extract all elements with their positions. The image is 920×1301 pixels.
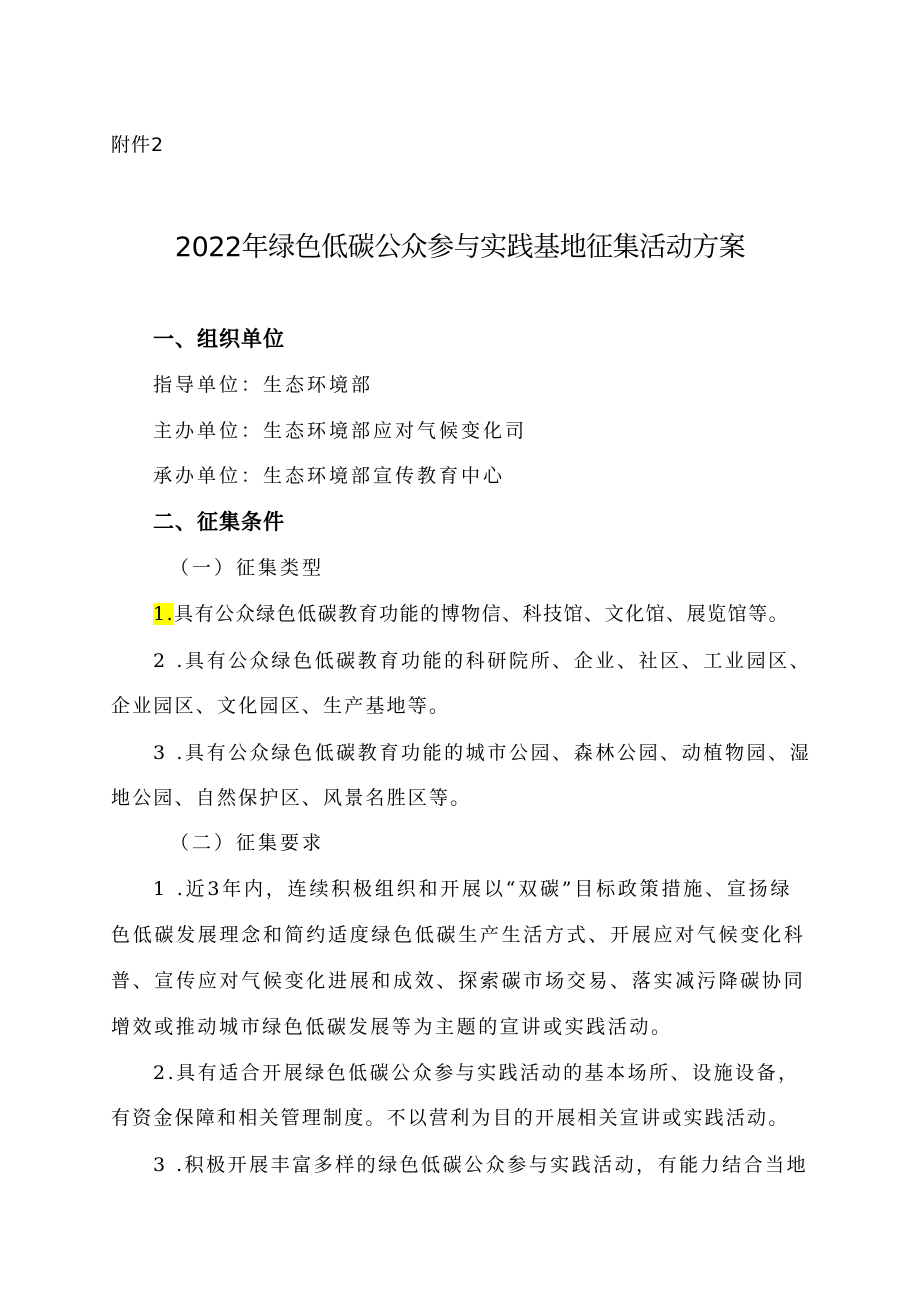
section-heading-conditions: 二、征集条件 (153, 510, 285, 534)
type-item-1 (153, 599, 789, 626)
subsection-heading-types: （一）征集类型 (170, 557, 325, 579)
subsection-heading-requirements: （二）征集要求 (170, 832, 325, 854)
type-item-2-line2: 企业园区、文化园区、生产基地等。 (111, 695, 451, 717)
requirement-2-line2: 有资金保障和相关管理制度。不以营利为目的开展相关宣讲或实践活动。 (111, 1107, 790, 1129)
type-item-2-line1: 2 .具有公众绿色低碳教育功能的科研院所、企业、社区、工业园区、 (153, 650, 812, 672)
attachment-label: 附件2 (111, 134, 165, 156)
type-item-1-text: 具有公众绿色低碳教育功能的博物信、科技馆、文化馆、展览馆等。 (174, 603, 790, 625)
requirement-2-line1: 2.具有适合开展绿色低碳公众参与实践活动的基本场所、设施设备， (153, 1062, 800, 1084)
type-item-3-line1: 3 .具有公众绿色低碳教育功能的城市公园、森林公园、动植物园、湿 (153, 742, 812, 764)
organizer-undertaker: 承办单位：生态环境部宣传教育中心 (153, 465, 506, 487)
highlighted-number: 1. (153, 603, 175, 625)
organizer-guide: 指导单位：生态环境部 (153, 374, 374, 396)
requirement-1-line2: 色低碳发展理念和简约适度绿色低碳生产生活方式、开展应对气候变化科 (111, 924, 806, 946)
requirement-1-line4: 增效或推动城市绿色低碳发展等为主题的宣讲或实践活动。 (111, 1016, 673, 1038)
requirement-3-line1: 3 .积极开展丰富多样的绿色低碳公众参与实践活动，有能力结合当地 (153, 1154, 809, 1176)
section-heading-organizers: 一、组织单位 (153, 327, 285, 351)
organizer-host: 主办单位：生态环境部应对气候变化司 (153, 420, 528, 442)
requirement-1-line3: 普、宣传应对气候变化进展和成效、探索碳市场交易、落实减污降碳协同 (111, 970, 806, 992)
requirement-1-line1: 1 .近3年内，连续积极组织和开展以“双碳”目标政策措施、宣扬绿 (153, 878, 793, 900)
type-item-3-line2: 地公园、自然保护区、风景名胜区等。 (111, 787, 472, 809)
document-title: 2022年绿色低碳公众参与实践基地征集活动方案 (174, 232, 746, 263)
